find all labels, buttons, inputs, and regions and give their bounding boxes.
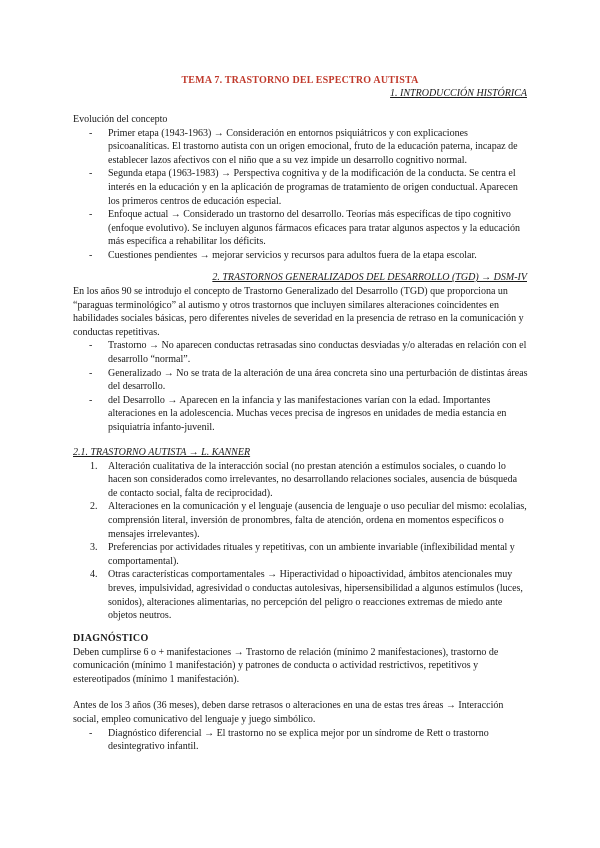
dash-bullet: -	[89, 209, 93, 221]
diagnosis-section	[73, 632, 528, 754]
list-item-text: Primer etapa (1943-1963) → Consideración en entornos psiquiátricos y con explicaciones psicoanalíticas. El trastorno autista con un origen emocional, fruto de la educación paterna, incapaz de establecer lazos afectivos con el niño que a su vez impide un desarrollo cognitivo normal.	[108, 127, 518, 166]
list-item-text: Diagnóstico diferencial → El trastorno no se explica mejor por un síndrome de Rett o trastorno desintegrativo infantil.	[108, 727, 489, 753]
dash-bullet: -	[89, 340, 93, 352]
document-title: TEMA 7. TRASTORNO DEL ESPECTRO AUTISTA	[181, 75, 419, 86]
list-item	[73, 127, 528, 168]
tgd-terms-list	[73, 339, 528, 434]
item-number: 3.	[90, 542, 98, 554]
list-item	[73, 500, 528, 541]
item-number: 1.	[90, 460, 98, 472]
list-item	[73, 460, 528, 501]
list-item-text: Alteraciones en la comunicación y el lenguaje (ausencia de lenguaje o uso peculiar del mismo: ecolalias, comprensión literal, inversión de pronombres, falta de atención, ordena en momentos específicos o mensajes irrelevantes).	[108, 501, 527, 540]
list-item	[73, 541, 528, 568]
list-item	[73, 568, 528, 622]
diagnosis-list	[73, 727, 528, 754]
diagnosis-paragraph-2: Antes de los 3 años (36 meses), deben darse retrasos o alteraciones en una de estas tres áreas → Interacción social, empleo comunicativo del lenguaje y juego simbólico.	[73, 700, 504, 725]
section-2-heading: 2. TRASTORNOS GENERALIZADOS DEL DESARROLLO (TGD) → DSM-IV	[212, 272, 527, 283]
dash-bullet: -	[89, 249, 93, 261]
list-item	[73, 727, 528, 754]
list-item	[73, 208, 528, 249]
list-item	[73, 249, 528, 263]
list-item	[73, 394, 528, 435]
dash-bullet: -	[89, 168, 93, 180]
list-item-text: Otras características comportamentales → Hiperactividad o hipoactividad, ámbitos atencionales muy breves, impulsividad, agresividad o conductas autolesivas, hipersensibilidad a algunos estímulos (luces, sonidos), alteraciones alimentarias, no percepción del peligro o reacciones extremas de miedo ante objetos neutros.	[108, 569, 523, 622]
section-2-body	[73, 285, 528, 435]
dash-bullet: -	[89, 127, 93, 139]
list-item-text: del Desarrollo → Aparecen en la infancia y las manifestaciones varían con la edad. Importantes alteraciones en la adolescencia. Muchas veces precisa de ingresos en unidades de media estancia en psiquiatría infanto-juvenil.	[108, 394, 507, 433]
tgd-paragraph: En los años 90 se introdujo el concepto de Trastorno Generalizado del Desarrollo (TGD) que proporciona un “paraguas terminológico” al autismo y otros trastornos que incluyen similares alteraciones coincidentes en habilidades sociales básicas, pero diferentes niveles de severidad en la presencia de retraso en la comunicación y conductas repetitivas.	[73, 286, 524, 338]
item-number: 2.	[90, 501, 98, 513]
section-2-1-heading: 2.1. TRASTORNO AUTISTA → L. KANNER	[73, 447, 251, 458]
list-item-text: Trastorno → No aparecen conductas retrasadas sino conductas desviadas y/o alteradas en relación con el desarrollo “normal”.	[108, 340, 527, 365]
list-item-text: Cuestiones pendientes → mejorar servicios y recursos para adultos fuera de la etapa escolar.	[108, 249, 477, 261]
kanner-criteria-list	[73, 460, 528, 623]
concept-evolution-label: Evolución del concepto	[73, 114, 168, 125]
list-item-text: Generalizado → No se trata de la alteración de una área concreta sino una perturbación de distintas áreas del desarrollo.	[108, 367, 528, 393]
section-1-body	[73, 113, 528, 263]
dash-bullet: -	[89, 394, 93, 406]
section-2-1	[73, 446, 528, 623]
list-item-text: Enfoque actual → Considerado un trastorno del desarrollo. Teorías más específicas de tipo cognitivo (enfoque evolutivo). Se incluyen algunos fármacos eficaces para tratar algunos aspectos y la educación más específica a rehabilitar los déficits.	[108, 209, 521, 248]
list-item	[73, 367, 528, 394]
list-item-text: Alteración cualitativa de la interacción social (no prestan atención a estímulos sociales, o cuando lo hacen son considerados como irrelevantes, no desarrollando relaciones sociales, ausencia de búsqueda de contacto social, falta de reciprocidad).	[108, 460, 518, 499]
dash-bullet: -	[89, 367, 93, 379]
diagnosis-paragraph-1: Deben cumplirse 6 o + manifestaciones → Trastorno de relación (mínimo 2 manifestaciones), trastorno de comunicación (mínimo 1 manifestación) y patrones de conducta o actividad restrictivos, repetitivos y estereotipados (mínimo 1 manifestación).	[73, 646, 499, 685]
list-item	[73, 339, 528, 366]
list-item	[73, 167, 528, 208]
stages-list	[73, 127, 528, 263]
diagnosis-heading: DIAGNÓSTICO	[73, 633, 149, 644]
list-item-text: Segunda etapa (1963-1983) → Perspectiva cognitiva y de la modificación de la conducta. Se centra el interés en la educación y en la aplicación de programas de tratamiento de origen conductual. Aparecen los primeros centros de educación especial.	[108, 168, 518, 207]
item-number: 4.	[90, 569, 98, 581]
dash-bullet: -	[89, 727, 93, 739]
list-item-text: Preferencias por actividades rituales y repetitivas, con un ambiente invariable (inflexibilidad mental y comportamental).	[108, 542, 515, 567]
section-1-heading: 1. INTRODUCCIÓN HISTÓRICA	[390, 88, 527, 99]
